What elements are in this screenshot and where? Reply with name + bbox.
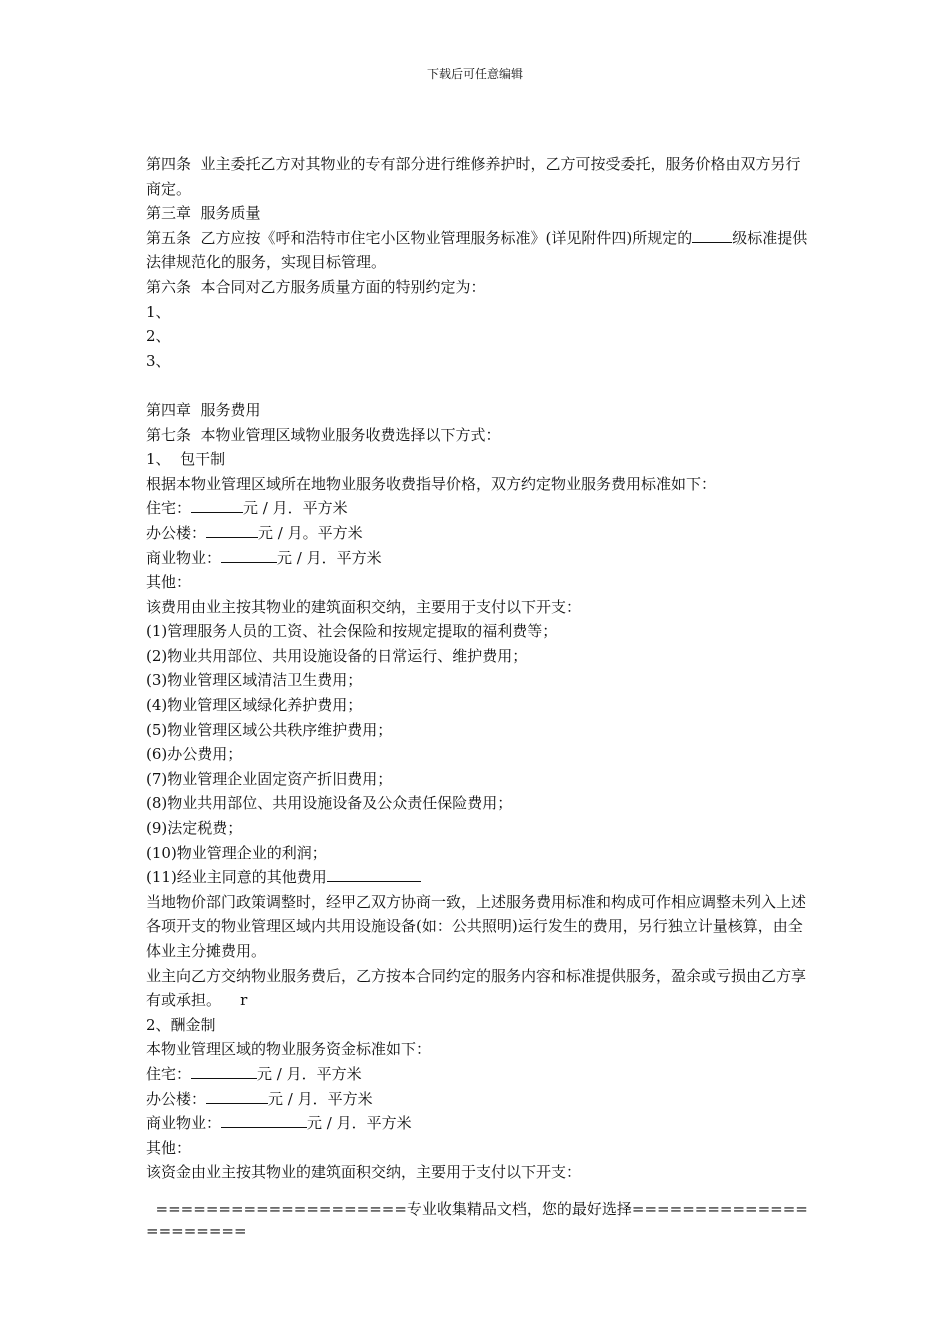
fee-unit: 元 / 月．平方米 — [268, 1089, 373, 1108]
expense-item-8: (8)物业共用部位、共用设施设备及公众责任保险费用； — [146, 794, 513, 813]
fee-label: 办公楼： — [146, 1089, 207, 1108]
fee-unit: 元 / 月．平方米 — [257, 1064, 362, 1083]
fee-label: 住宅： — [146, 1064, 192, 1083]
expense-label: (11)经业主同意的其他费用 — [146, 868, 327, 887]
para-article-4: 第四条 业主委托乙方对其物业的专有部分进行维修养护时，乙方可按受委托，服务价格由双方另行商定。 — [146, 155, 801, 198]
expense-item-10: (10)物业管理企业的利润； — [146, 843, 327, 862]
fee-blank — [191, 1062, 257, 1079]
list-item-1: 1、 — [146, 302, 171, 321]
option-commission: 2、酬金制 — [146, 1015, 216, 1034]
fee-unit: 元 / 月．平方米 — [307, 1114, 412, 1133]
fee-office-2 — [146, 1087, 810, 1112]
fee-residential-2 — [146, 1062, 810, 1087]
expense-item-4: (4)物业管理区域绿化养护费用； — [146, 696, 363, 715]
fee-label: 办公楼： — [146, 523, 207, 542]
para-commission-intro: 本物业管理区域的物业服务资金标准如下： — [146, 1040, 432, 1059]
fee-blank — [206, 521, 258, 538]
expense-item-5: (5)物业管理区域公共秩序维护费用； — [146, 720, 393, 739]
expense-item-1: (1)管理服务人员的工资、社会保险和按规定提取的福利费等； — [146, 622, 558, 641]
para-article-5 — [146, 226, 810, 275]
para-surplus: 业主向乙方交纳物业服务费后，乙方按本合同约定的服务内容和标准提供服务，盈余或亏损由乙方享有或承担。 r — [146, 966, 807, 1010]
para-price-adjustment: 当地物价部门政策调整时，经甲乙双方协商一致，上述服务费用标准和构成可作相应调整未列入上述各项开支的物业管理区域内共用设施设备(如：公共照明)运行发生的费用，另行独立计量核算，由全体业主分摊费用。 — [146, 892, 807, 960]
para-lump-sum-intro: 根据本物业管理区域所在地物业服务收费指导价格，双方约定物业服务费用标准如下： — [146, 474, 717, 493]
page-footer: ====================专业收集精品文档，您的最好选择====================== — [146, 1200, 808, 1240]
fee-blank — [206, 1087, 268, 1104]
fee-unit: 元 / 月．平方米 — [243, 499, 348, 518]
fee-commercial-2 — [146, 1111, 810, 1136]
expense-item-6: (6)办公费用； — [146, 745, 243, 764]
para-article-7: 第七条 本物业管理区域物业服务收费选择以下方式： — [146, 425, 501, 444]
fee-other-2: 其他： — [146, 1138, 192, 1157]
level-blank — [692, 226, 732, 243]
fee-residential-1 — [146, 496, 810, 521]
list-item-2: 2、 — [146, 327, 171, 346]
article-5-text-after: 级标准提供法律规范化的服务，实现目标管理。 — [146, 228, 808, 272]
option-lump-sum: 1、 包干制 — [146, 450, 226, 469]
expense-blank — [327, 865, 421, 882]
fee-unit: 元 / 月．平方米 — [277, 548, 382, 567]
chapter-4-heading: 第四章 服务费用 — [146, 400, 261, 419]
fee-commercial-1 — [146, 546, 810, 571]
fee-other-1: 其他： — [146, 573, 192, 592]
expense-item-11 — [146, 865, 810, 890]
list-item-3: 3、 — [146, 351, 171, 370]
expense-item-3: (3)物业管理区域清洁卫生费用； — [146, 671, 363, 690]
fee-blank — [221, 1111, 307, 1128]
para-article-6: 第六条 本合同对乙方服务质量方面的特别约定为： — [146, 277, 486, 296]
fee-label: 商业物业： — [146, 1114, 222, 1133]
para-expenses-intro-1: 该费用由业主按其物业的建筑面积交纳，主要用于支付以下开支： — [146, 597, 582, 616]
document-body — [146, 152, 810, 1185]
expense-item-9: (9)法定税费； — [146, 819, 243, 838]
fee-office-1 — [146, 521, 810, 546]
fee-label: 住宅： — [146, 499, 192, 518]
chapter-3-heading: 第三章 服务质量 — [146, 204, 261, 223]
expense-item-2: (2)物业共用部位、共用设施设备的日常运行、维护费用； — [146, 646, 528, 665]
fee-blank — [191, 496, 243, 513]
para-expenses-intro-2: 该资金由业主按其物业的建筑面积交纳，主要用于支付以下开支： — [146, 1163, 582, 1182]
page-header: 下载后可任意编辑 — [426, 67, 523, 81]
fee-unit: 元 / 月。平方米 — [258, 523, 363, 542]
fee-label: 商业物业： — [146, 548, 222, 567]
article-5-text-before: 第五条 乙方应按《呼和浩特市住宅小区物业管理服务标准》(详见附件四)所规定的 — [146, 228, 693, 247]
blank-line — [146, 373, 810, 398]
expense-item-7: (7)物业管理企业固定资产折旧费用； — [146, 769, 393, 788]
fee-blank — [221, 546, 277, 563]
